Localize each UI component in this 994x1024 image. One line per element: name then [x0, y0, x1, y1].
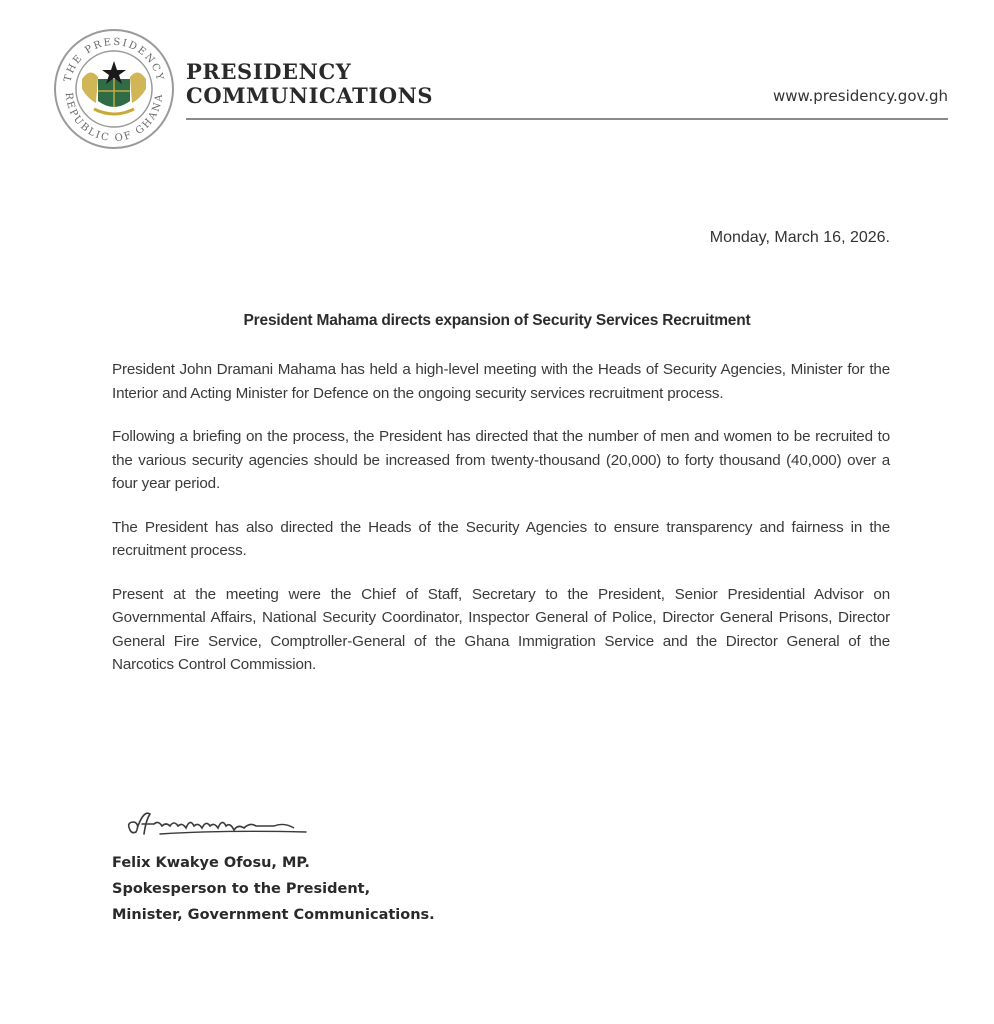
paragraph-transparency: The President has also directed the Heads of the Security Agencies to ensure transparency and fairness in the recruitment process.	[112, 518, 890, 559]
presidency-seal-icon	[52, 27, 176, 151]
header-divider	[186, 118, 948, 120]
paragraph-attendees: Present at the meeting were the Chief of Staff, Secretary to the President, Senior Presidential Advisor on Governmental Affairs, National Security Coordinator, Inspector General of Police, Director General Prisons, Director General Fire Service, Comptroller-General of the Ghana Immigration Service and the Director General of the Narcotics Control Commission.	[112, 585, 890, 673]
signatory-block	[112, 850, 435, 928]
org-title	[186, 60, 433, 108]
press-release-body	[112, 358, 890, 697]
press-release-headline: President Mahama directs expansion of Security Services Recruitment	[243, 312, 751, 329]
website-link[interactable]: www.presidency.gov.gh	[773, 87, 948, 105]
svg-text:THE PRESIDENCY: THE PRESIDENCY	[62, 36, 166, 84]
org-title-line1: PRESIDENCY	[186, 59, 352, 84]
paragraph-meeting: President John Dramani Mahama has held a high-level meeting with the Heads of Security Agencies, Minister for the Interior and Acting Minister for Defence on the ongoing security services recruitment process.	[112, 361, 890, 402]
paragraph-directive: Following a briefing on the process, the President has directed that the number of men and women to be recruited to the various security agencies should be increased from twenty-thousand (20,000) to forty thousand (40,000) over a four year period.	[112, 428, 890, 492]
signatory-title-1: Spokesperson to the President,	[112, 881, 371, 897]
org-title-line2: COMMUNICATIONS	[186, 83, 434, 108]
signatory-name: Felix Kwakye Ofosu, MP.	[112, 855, 310, 871]
handwritten-signature-icon	[124, 804, 324, 844]
signatory-title-2: Minister, Government Communications.	[112, 907, 435, 923]
release-date: Monday, March 16, 2026.	[709, 229, 890, 246]
svg-text:REPUBLIC OF GHANA: REPUBLIC OF GHANA	[62, 92, 166, 145]
